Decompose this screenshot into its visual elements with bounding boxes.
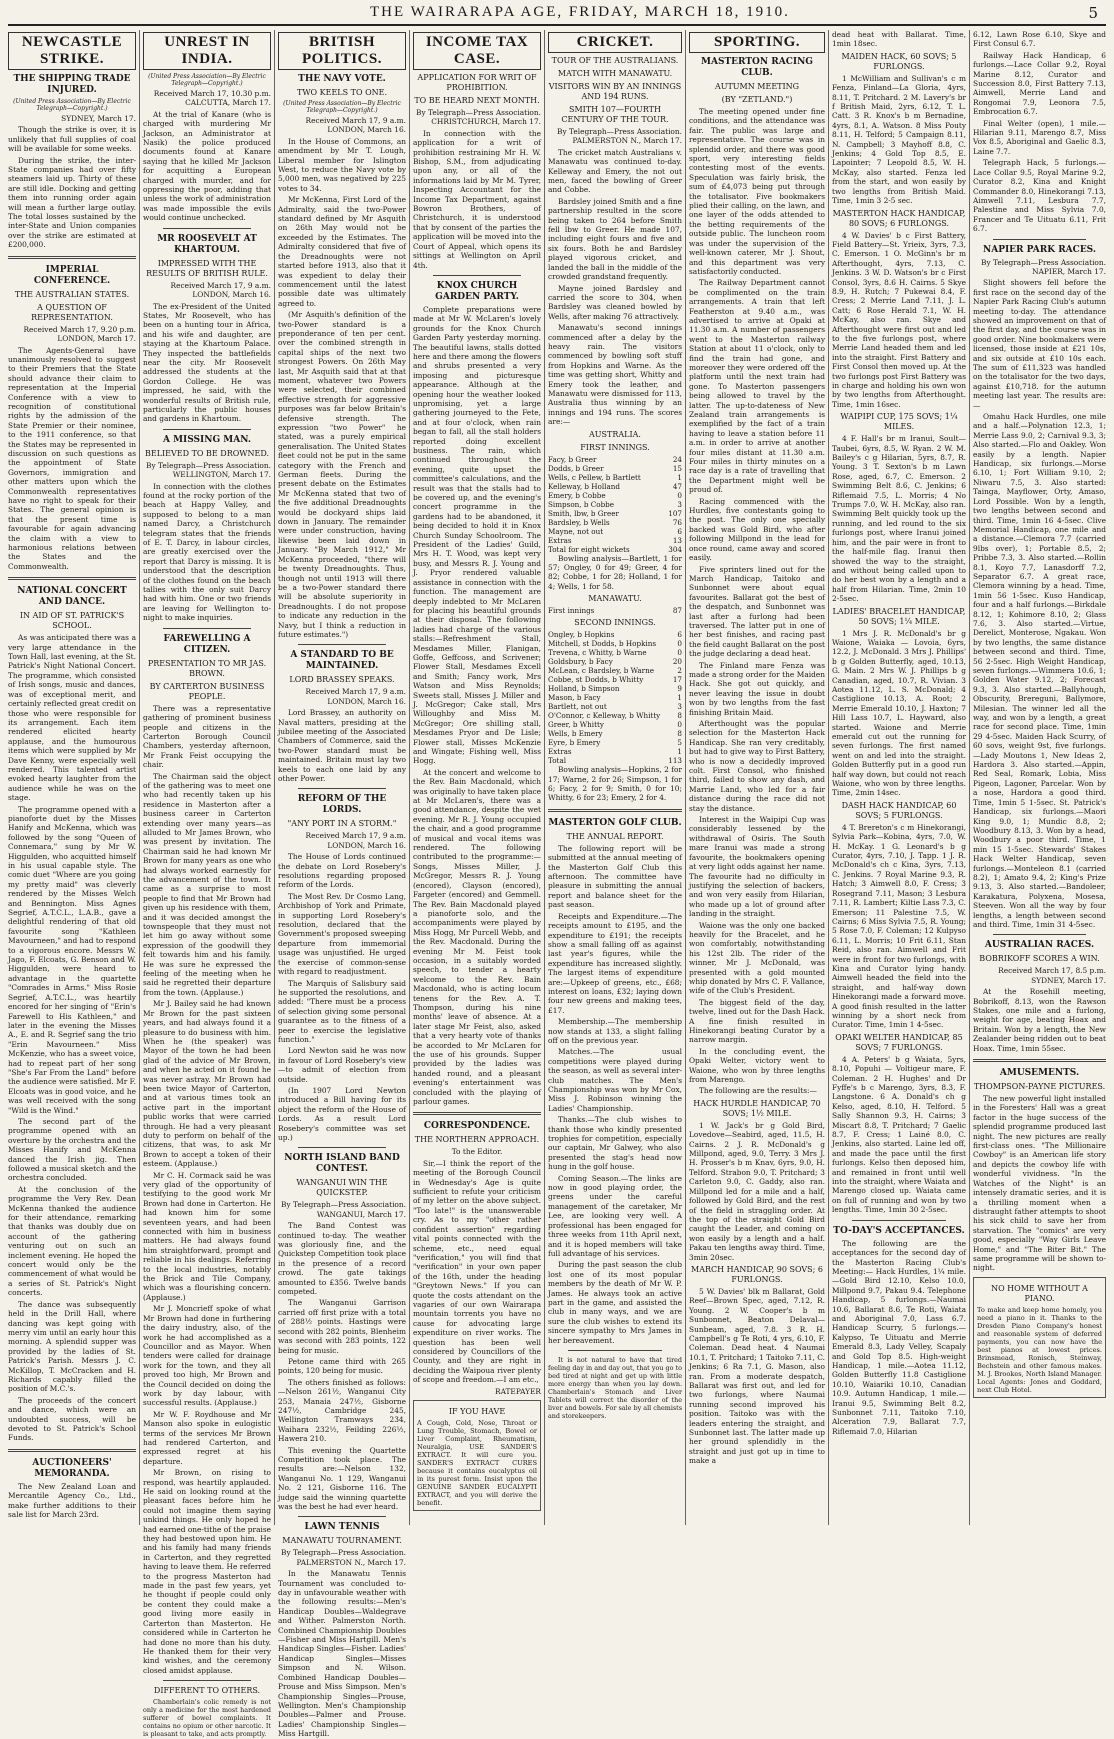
score-row: [548, 455, 682, 464]
runs: 76: [672, 517, 682, 527]
paragraph: Lord Newton said he was now in favour of Lord Rosebery's view—to admit of election from outside.: [278, 1046, 406, 1084]
paragraph: Mr McKenna, First Lord of the Admiralty, said the two-Power standard defined by Mr Asquith on 26th May would not be exceeded by the Estimates. The Admiralty considered that five of the Dreadnoughts were not started before 1913, also that it was expedient to delay their commencement until the latest possible date was ultimately agreed to.: [278, 195, 406, 308]
headline-correspondence: CORRESPONDENCE.: [423, 1121, 531, 1132]
paragraph: dead heat with Ballarat. Time, 1min 18sec.: [832, 30, 966, 49]
paragraph: Sir,—I think the report of the meeting of the Borough Council in Wednesday's Age is quite sufficient to refute your criticism of my letter on the above subject. "Too late!" is the unanswerable cry. As to my "other rather confident assertion" regarding vital points connected with the scheme, etc., need equal "verification," you will find that "verification" in your own paper of the 16th, under the heading "Greytown News." If you can quote the costs attendant on the vagaries of our own Wairarapa mountain torrents you have no cause for advocating large expenditure on river works. The question has been well considered by Councillors of the County, and they are right in deciding the Waipoua river plenty of scope and freedom.—I am etc.,: [413, 1158, 541, 1385]
dateline: By Telegraph—Press Association. CHRISTCHURCH, March 17.: [416, 108, 541, 127]
bowling-analysis: Bowling analysis—Hopkins, 2 for 17; Warne, 2 for 26; Simpson, 1 for 6; Facy, 2 for 9; Smith, 0 for 10; Whitty, 6 for 23; Emery, 2 for 4.: [548, 765, 682, 803]
wire-credit: (United Press Association—By Electric Telegraph—Copyright.): [13, 98, 131, 112]
divider: [548, 809, 682, 812]
column-rule: [685, 30, 686, 1525]
dateline: By Telegraph—Press Association. WELLINGTON, March 17.: [146, 460, 271, 480]
score-row: [548, 711, 682, 720]
paragraph: At the trial of Kanare (who is charged with murdering Mr Jackson, an Administrator at Nasik) the police produced documents found at Kanare saying that he killed Mr Jackson for acquitting a European charged with murder, and for oppressing the poor, adding that unless the work of administration was made impossible the evils would continue unchecked.: [143, 109, 271, 223]
batsman: Ongley, b Hopkins: [548, 630, 615, 640]
paragraph: The cricket match Australians v. Manawatu was continued to-day. Kelleway and Emery, the not out men, faced the bowling of Greer and Cobbe.: [548, 147, 682, 195]
paragraph: The Chairman said the object of the gathering was to meet one who had recently taken up his residence in Masterton after a business career in Carterton extending over many years—as alluded to Mr James Brown, who was present by invitation. The Chairman said he had known Mr Brown for many years as one who had always worked earnestly for the advancement of the town. It came as a surprise to most people to find that Mr Brown had given up his residence with them, and it was decided amongst the townspeople that they must not let him go away without some expression of the goodwill they felt towards him and his family. He was sure he expressed the feeling of the meeting when he said he regretted their departure from the town. (Applause.): [143, 771, 271, 997]
batsman: Emery, b Cobbe: [548, 490, 606, 500]
paragraph: During the past season the club lost one of its most popular members by the death of Mr W. P. James. He always took an active part in the game, and assisted the club in many ways, and we are sure the club wishes to extend its sincere sympathy to Mrs James in her bereavement.: [548, 1260, 682, 1345]
paragraph: The following report will be submitted at the annual meeting of the Masterton Golf Club this afternoon. The committee have pleasure in submitting the annual report and balance sheet for the past season.: [548, 843, 682, 910]
batsman: Dodds, b Greer: [548, 463, 604, 473]
headline-australian-races: AUSTRALIAN RACES.: [984, 940, 1095, 951]
scorecard-first-innings: [548, 606, 682, 615]
paragraph: The Marquis of Salisbury said he supported the resolutions, and added: "There must be a process of selection giving some personal guarantee as to the fitness of a peer to exercise the legislative function.": [278, 978, 406, 1044]
paragraph: The new powerful light installed in the Foresters' Hall was a great factor in the huge success of the splendid programme produced last night. The new pictures are really first-class ones. "The Millionaire Cowboy" is an American life story and depicts the cowboy life with wonderful vividness. "In the Watches of the Night" is an intensely dramatic series, and it is a thrilling moment when a distraught father attempts to shoot his sick child to save her from starvation. The "comics" are very good, especially "Way Girls Leave Home," and "The Biter Bit." The same programme will be shown to-night.: [973, 1094, 1106, 1273]
divider: [973, 1059, 1106, 1062]
score-row: [548, 527, 682, 536]
runs: 3: [677, 702, 682, 712]
total-value: 304: [668, 544, 682, 554]
page-number: 5: [1088, 4, 1098, 22]
paragraph: Racing commenced with the Hurdles, five contestants going to the post. The only one specially backed was Gold Bird, who after following Millpond in the lead for once round, came away and scored easily.: [689, 496, 825, 563]
paragraph: Petone came third with 265 points, 120 being for music.: [278, 1356, 406, 1376]
advertisement: It is not natural to have that tired feeling day in and day out, that you go to bed tired at night and get up with little more energy than when you lay down. Chamberlain's Stomach and Liver Tablets will correct the disorder of the liver and bowels. For sale by all chemists and storekeepers.: [548, 1355, 682, 1420]
runs: 15: [672, 463, 682, 473]
race-heading: MAIDEN HACK, 60 SOVS; 5 FURLONGS.: [841, 51, 957, 71]
paragraph: At the concert and welcome to the Rev. Bain Macdonald, which was originally to have taken place at Mr McLaren's, there was a good attendance, despite the wet evening. Mr R. J. Young occupied the chair, and a good programme of musical and vocal items was rendered. The following contributed to the programme:—Songs, Misses Miller, J. McGregor, Messrs R. J. Young (encored), Clayson (encored), Fargeter (encored) and Gemmell. The Rev. Bain Macdonald played a pianoforte solo, and the accompaniments were played by Miss Hogg, Mr Purcell Webb, and the Rev. Macdonald. During the evening Mr M. Feist took occasion, in a suitably worded speech, to tender a hearty welcome to the Rev. Bain Macdonald, who is acting locum tenens for the Rev. A. T. Thompson, during his nine months' leave of absence. At a later stage Mr Feist, also, asked that a very hearty vote of thanks be accorded to Mr McLaren for the use of his grounds. Supper provided by the ladies was handed round, and a pleasant evening's entertainment was concluded with the playing of parlour games.: [413, 767, 541, 1107]
headline-roosevelt: MR ROOSEVELT AT KHARTOUM.: [157, 233, 257, 255]
advertisement-sanders: [413, 1400, 541, 1511]
subhead: WANGANUI WIN THE QUICKSTEP.: [296, 1178, 388, 1198]
dateline: Received March 17, 9.20 p.m. LONDON, March 17.: [23, 324, 136, 344]
paragraph: Interest in the Waipipi Cup was considerably lessened by the withdrawal of Osiris. The South mare Iranui was made a strong favourite, the bookmakers opening at very light odds against her name. The favourite had no difficulty in justifying the selection of backers, and won very easily from Hilarian, who made up a lot of ground after landing in the straight.: [689, 815, 825, 919]
scorecard-manawatu: [548, 630, 682, 756]
wire-credit: (United Press Association—By Electric Telegraph—Copyright.): [148, 73, 266, 87]
runs: 13: [672, 535, 682, 545]
runs: 0: [677, 720, 682, 730]
paragraph: Membership.—The membership now stands at 133, a slight falling off on the previous year.: [548, 1017, 682, 1045]
runs: 6: [677, 526, 682, 536]
paragraph: The following are the results:—: [699, 1086, 817, 1096]
paragraph: The Wanganui Garrison carried off first prize with a total of 288½ points. Hastings were second with 282 points, Blenheim was second with 283 points, 122 being for music.: [278, 1298, 406, 1355]
subhead: THE ANNUAL REPORT.: [566, 831, 664, 841]
paragraph: At the conclusion of the programme the Very Rev. Dean McKenna thanked the audience for their attendance, remarking that thanks was doubly due on account of the gathering venturing out on such an inclement evening. He hoped the concert would only be the commencement of what would be a series of St. Patrick's Night concerts.: [8, 1184, 136, 1298]
runs: 6: [677, 630, 682, 640]
divider: [298, 788, 386, 789]
column-1: [8, 30, 136, 1525]
paragraph: Mr J. Moncrieff spoke of what Mr Brown had done in furthering the dairy industry, also, of the work he had accomplished as a Councillor and as Mayor. When tenders were called for drainage work for the town, and they all proved too high, Mr Brown and the Council decided on doing the work by day labour, with successful results. (Applause.): [143, 1304, 271, 1408]
paragraph: Waione was the only one backed heavily for the Bracelet, and he won comfortably, notwithstanding his 12st 2lb. The rider of the winner, Mr J. McDonald, was presented with a gold mounted whip donated by Mrs C. F. Vallance, wife of the Club's President.: [689, 920, 825, 996]
batsman: Facy, b Greer: [548, 454, 597, 464]
score-row: [548, 536, 682, 545]
ad-heading: DIFFERENT TO OTHERS.: [153, 1686, 261, 1696]
batsman: Greer, b Whitty: [548, 720, 604, 730]
scorecard-total: [548, 545, 682, 554]
column-7: [832, 30, 966, 1525]
runs: 1: [677, 693, 682, 703]
team-heading: AUSTRALIA.: [589, 429, 641, 439]
paragraph: In the House of Commons, an amendment by Mr T. Lough, Liberal member for Islington West, to reduce the Navy vote by 5,000 men, was negatived by 225 votes to 34.: [278, 136, 406, 193]
paragraph: The ex-President of the United States, Mr Roosevelt, who has been on a hunting tour in Africa, and his wife and daughter, are staying at the Khartoum Palace. They inspected the battlefields near the city. Mr Roosevelt addressed the students at the Gordon College. He was impressed, he said, with the wonderful results of British rule, particularly the public houses and gardens in Khartoum.: [143, 301, 271, 424]
innings-value: 87: [672, 606, 682, 616]
headline-standard: A STANDARD TO BE MAINTAINED.: [290, 650, 394, 672]
divider: [163, 429, 251, 430]
subhead: THOMPSON-PAYNE PICTURES.: [973, 1082, 1106, 1092]
race-heading: DASH HACK HANDICAP, 60 SOVS; 5 FURLONGS.: [841, 800, 957, 820]
paragraph: The Agents-General have unanimously resolved to suggest to their Premiers that the State should advance their claim to representation at the Imperial Conference with a view to recognition of constitutional rights by the admission of the State Premier or their nominee, to the 1911 conference, so that the States may be represented in discussion on such questions as the appointment of State Governors, immigration and other matters upon which the Commonwealth representatives have no right to speak for their States. The general opinion is that the present time is favourable for again advancing the claim with a view to harmonious relations between the States and the Commonwealth.: [8, 345, 136, 571]
batsman: Bartlett, not out: [548, 702, 607, 712]
subhead: MANAWATU TOURNAMENT.: [282, 1536, 402, 1546]
subhead: A QUESTION OF REPRESENTATION.: [31, 302, 113, 322]
divider: [993, 934, 1086, 935]
headline-farewell: FAREWELLING A CITIZEN.: [163, 633, 251, 655]
column-rule: [828, 30, 829, 1525]
runs: 0: [677, 490, 682, 500]
headline-income-tax: INCOME TAX CASE.: [413, 32, 541, 70]
advertisement: Chamberlain's colic remedy is not only a medicine for the most hardened sufferer of bowel complaints. It contains no opium or other narcotic. It is pleasant to take, and acts promptly.: [143, 1698, 271, 1739]
total-label: Total for eight wickets: [548, 544, 630, 554]
paragraph: Bardsley joined Smith and a fine partnership resulted in the score being taken to 264 before Smith fell lbw to Greer. He made 107, including eight fours and five and six fours. Both he and Bardsley played vigorous cricket, and landed the ball in the middle of the crowded grandstand frequently.: [548, 196, 682, 282]
score-row: [548, 738, 682, 747]
batsman: Mayne, not out: [548, 526, 604, 536]
ad-heading: IF YOU HAVE: [448, 1407, 506, 1416]
divider: [852, 1220, 946, 1221]
paragraph: This evening the Quartette Competition took place. The results are:—Nelson 132, Wanganui No. 1 129, Wanganui No. 2 121, Gisborne 116. The judge said the winning quartette was the best he had ever heard.: [278, 1445, 406, 1511]
race-result: 4 T. Brereton's c m Hinekorangi, Sylvia Park—Kobina, 4yrs, 7.0, W. H. McKay. 1 G. Leonard's b g Curator, 4yrs, 7.10, J. Tapp. 1 J. R. McDonald's ch c Kina, 3yrs, 7.13, C. Jenkins. 7 Royal Marine 9.3, R. Hatch; 3 Aimwell 8.0, F. Cress; 3 Rosegrand 7.11, Mason; 3 Lesbura 7.11, R. Lambert; Kiltie Lass 7.3, C. Emerson; 11 Palestine 7.5, W. Cairns; 6 Miss Sylvia 7.5, R. Young; 5 Rose 7.0, F. Coleman; 12 Kulpyso 6.11, L. Morris; 10 Frit 6.11, Stan Reid, also ran. Aimwell and Frit were in front for two furlongs, with Kina and Curator lying handy. Aimwell headed the field into the straight, and half-way down Hinekorangi made a forward move. A good finish resulted in the latter winning by a short neck from Curator. Time, 1min 1 4-5sec.: [832, 822, 966, 1030]
subhead: BOBRIKOFF SCORES A WIN.: [979, 954, 1100, 964]
paragraph: Telegraph Hack, 5 furlongs.—Lace Collar 9.5, Royal Marine 9.2, Curator 8.2, Kina and Knight Commander 8.0, Hinekorangi 7.13, Aimwell 7.11, Lesbura 7.7, Palestine and Miss Sylvia 7.0, Francer and Te Uituatu 6.11, Frit 6.7.: [973, 158, 1106, 234]
batsman: Simpson, b Cobbe: [548, 499, 615, 509]
wire-credit: (United Press Association—By Electric Telegraph—Copyright.): [283, 100, 401, 114]
batsman: Mason, b Facy: [548, 693, 601, 703]
batsman: Holland, b Simpson: [548, 684, 620, 694]
race-result: 4 F. Hall's br m Iranui, Soult—Taubei, 6yrs, 8.5, W. Ryan. 2 W. M. Bailey's c g Hilarian, 5yrs, 8.7, R. Young. 3 T. Sexton's b m Lawn Rose, aged, 6.7, C. Emerson. 2 Swimming Belt 8.6, C. Jenkins; 6 Riflemaid 7.5, L. Morris; 4 No Trumps 7.0, W. H. McKay, also ran. Swimming Belt quickly took up the running, and led round to the six furlongs post, where Iranui joined him, and the pair were in front to the half-mile flag. Iranui then showed the way to the straight, and without being called upon to do her best won by a length and a half from Hilarian. Time, 2min 10 2-5sec.: [832, 434, 966, 604]
column-rule: [544, 30, 545, 1525]
divider: [298, 644, 386, 645]
runs: 3: [677, 499, 682, 509]
dateline: SYDNEY, March 17.: [61, 114, 136, 123]
paragraph: Coming Season.—The links are now in good playing order, the greens under the careful management of the caretaker, Mr Lee, are looking very well. A professional has been engaged for three weeks from 11th April next, and it is hoped members will take full advantage of his services.: [548, 1173, 682, 1258]
score-row: [548, 509, 682, 518]
paragraph: The proceeds of the concert and dance, which were an undoubted success, will be devoted to St. Patrick's School Funds.: [8, 1395, 136, 1443]
paragraph: Railway Hack Handicap, 6 furlongs.—Lace Collar 9.2, Royal Marine 8.12, Curator and Succession 8.0, First Battery 7.13, Aimwell, Merrie Land and Rongomai 7.9, Leonora 7.5, Embrocation 6.7.: [973, 50, 1106, 117]
runs: 24: [672, 454, 682, 464]
race-result: 4 W. Davies' b c First Battery, Field Battery—St. Yrieix, 3yrs, 7.3, C. Emerson. 1 O. McGinn's br m Afterthought, 4yrs, 7.13, C. Jenkins. 3 W. D. Watson's br c First Consol, 3yrs, 8.6 H. Cairns. 5 Skye 8.9, H. Rutch; 7 Pukewai 8.4, F. Cress; 2 Merrie Land 7.11, J. L. Catt; 6 Rose Herald 7.1, W. H. McKay, also ran. Skye and Afterthought were first out and led to the five furlongs post, where Merrie Land headed them and led into the straight. First Battery and First Consol then moved up. At the two furlongs post First Battery was in charge and holding his own won by two lengths from Afterthought. Time, 1min 16sec.: [832, 230, 966, 409]
column-4: [413, 30, 541, 1525]
runs: 1: [677, 747, 682, 757]
race-heading: MASTERTON HACK HANDICAP, 80 SOVS; 6 FURLONGS.: [832, 208, 966, 228]
subhead: TO BE HEARD NEXT MONTH.: [414, 96, 540, 105]
batsman: Smith, lbw, b Greer: [548, 508, 619, 518]
paragraph: Mr J. Bailey said he had known Mr Brown for the past sixteen years, and had always found it a pleasure to do business with him. When he (the speaker) was Mayor of the town he had been glad of the advice of Mr Brown, and when he acted on it found he was never astray. Mr Brown had been twice Mayor of Carterton, and at various times took an active part in the important public works that were carried through. He had a very pleasant duty to perform on behalf of the citizens, that was, to ask Mr Brown to accept a token of their esteem. (Applause.): [143, 999, 271, 1169]
score-row: [548, 464, 682, 473]
score-row: [548, 702, 682, 711]
ad-text: A Cough, Cold, Nose, Throat or Lung Trouble, Stomach, Bowel or Liver Complaint, Rheumatism, Neuralgia, USE SANDER'S EXTRACT. It will cure you. SANDER'S EXTRACT CURES because it contains eucalyptus oil in its purest form. Insist upon the GENUINE SANDER EUCALYPTI EXTRACT, and you will derive the benefit.: [417, 1419, 537, 1507]
paragraph: The programme opened with a pianoforte duet by the Misses Hanify and McKenna, which was followed by the song "Queen of Connemara," sung by Mr W. Higgulden, who acquitted himself in his usual capable style. The comic duet "Where are you going my pretty maid" was cleverly rendered by the Misses Welch and Bennington. Miss Agnes Segrief, A.T.C.L., L.A.B., gave a delightful rendering of that old favourite song "Kathleen Mavourneen," and had to respond to a vigorous encore. Messrs W. Jago, F. Elcoats, G. Benson and W. Higgulden, were heard to advantage in the quartette "Comrades in Arms." Miss Rosie Segrief, A.T.C.L., was heartily encored for her singing of "Erin's Farewell to His Kathleen," and later in the evening the Misses A., E. and R. Segrief sang the trio "Erin Mavourneen." Miss McKenzie, who has a sweet voice, had to repeat part of her song "She's Far From the Land" before the audience were satisfied. Mr F. Elcoats was in good voice, and he was well received with the song "Wild is the Wind.": [8, 804, 136, 1115]
subhead: THE NAVY VOTE.: [298, 74, 386, 84]
advertisement-piano: [973, 1277, 1106, 1398]
headline-band-contest: NORTH ISLAND BAND CONTEST.: [284, 1153, 400, 1175]
batsman: O'Connor, c Kelleway, b Whitty: [548, 711, 661, 721]
paragraph: There was a representative gathering of prominent business people and citizens in the Carterton Borough Council Chambers, yesterday afternoon, Mr Frank Feist occupying the chair.: [143, 703, 271, 770]
divider: [8, 256, 136, 259]
paragraph: As was anticipated there was a very large attendance in the Town Hall, last evening, at the St. Patrick's Night National Concert. The programme, which consisted of Irish songs, music and dances, was of exceptional merit, and certainly reflected great credit on those who were responsible for its arrangement. Each item rendered elicited hearty applause, and the humourous items which were supplied by Mr Dave Kenny, were especially well rendered. This talented artist evoked hearty laughter from the audience while he was on the stage.: [8, 633, 136, 803]
divider: [298, 1147, 386, 1148]
column-rule: [274, 30, 275, 1525]
score-row: [548, 675, 682, 684]
score-row: [548, 482, 682, 491]
runs: 20: [672, 657, 682, 667]
runs: 2: [677, 666, 682, 676]
race-heading: HACK HURDLE HANDICAP, 70 SOVS; 1½ MILE.: [693, 1098, 821, 1118]
headline-auctioneers: AUCTIONEERS' MEMORANDA.: [32, 1457, 112, 1479]
batsman: Goldsbury, b Facy: [548, 657, 613, 667]
column-rule: [969, 30, 970, 1525]
runs: 9: [677, 684, 682, 694]
score-row: [548, 693, 682, 702]
score-row: [548, 720, 682, 729]
divider: [298, 1516, 386, 1517]
column-rule: [409, 30, 410, 1525]
headline-missing-man: A MISSING MAN.: [162, 434, 252, 445]
divider: [433, 275, 521, 276]
batsman: Extras: [548, 535, 572, 545]
batsman: Eyre, b Emery: [548, 738, 601, 748]
runs: 17: [672, 675, 682, 685]
subhead: IMPRESSED WITH THE RESULTS OF BRITISH RULE.: [146, 258, 268, 278]
score-row: [548, 684, 682, 693]
dateline: By Telegraph—Press Association. PALMERSTON N., March 17.: [557, 127, 682, 146]
score-row: [548, 747, 682, 756]
subhead: THE SHIPPING TRADE INJURED.: [13, 74, 131, 95]
column-5: [548, 30, 682, 1525]
subhead: MASTERTON RACING CLUB.: [701, 57, 813, 78]
score-row: [548, 657, 682, 666]
paragraph: The others finished as follows:—Nelson 261½, Wanganui City 253, Manaia 247½, Gisborne 247½, Cambridge 245, Wellington Tramways 234, Waihara 232½, Feilding 226½, Hawera 210.: [278, 1377, 406, 1444]
score-row: [548, 518, 682, 527]
divider: [163, 628, 251, 629]
headline-amusements: AMUSEMENTS.: [999, 1068, 1080, 1079]
headline-sporting: SPORTING.: [689, 32, 825, 53]
ad-text: To make and keep home homely, you need a piano in it. Thanks to the Dresden Piano Company's honest and reasonable system of deferred payments, you can now have the best pianos at lowest prices. Brinsmead, Ronisch, Steinway, Bechstein and other famous makes. M. J. Brookes, North Island Manager. Local Agents: Jones and Goddard, next Club Hotel.: [977, 1305, 1102, 1394]
total-label: Total: [548, 756, 567, 766]
race-heading: MARCH HANDICAP, 90 SOVS; 6 FURLONGS.: [691, 1264, 823, 1284]
headline-napier-races: NAPIER PARK RACES.: [983, 244, 1096, 255]
divider: [413, 1112, 541, 1115]
subhead: PRESENTATION TO MR JAS. BROWN.: [147, 658, 267, 678]
race-result: 5 W. Davies' blk m Ballarat, Gold Reef—Brown Spec, aged, 7.12, R. Young. 2 W. Cooper's b m Sunbonnet, Beaton Delaval—Sunbeam, aged, 7.8. 3 R. H. Campbell's g Te Roti, 4 yrs, 6.10, F. Coleman. Dead heat. 4 Naumai 10.1, T. Pritchard; 1 Taitoko 7.11, C. Jenkins; 6 Ra 7.1, G. Mason, also ran. From a moderate despatch, Ballarat was first out, and led for two furlongs, where Naumai running second improved his position. Taitoko was with the leaders entering the straight, and Sunbonnet last. The latter made up her ground splendidly in the straight and just got up in time to make a: [689, 1286, 825, 1466]
batsman: Kelleway, b Holland: [548, 481, 620, 491]
runs: 1: [677, 472, 682, 482]
paragraph: At the Rosehill meeting, Bobrikoff, 8.13, won the Rawson Stakes, one mile and a furlong, weight for age, beating Hoax and Britain. Won by a length, the New Zealander being ridden out to beat Hoax. Time, 1min 55sec.: [973, 987, 1106, 1053]
paragraph: The Finland mare Fenza was made a strong order for the Maiden Hack. She got out quickly, and never leaving the issue in doubt won by two lengths from the fast finishing Britain Maid.: [689, 660, 825, 717]
subhead: THE NORTHERN APPROACH.: [414, 1135, 540, 1145]
paragraph: The Most Rev. Dr Cosmo Lang, Archbishop of York and Primate, in supporting Lord Rosebery's resolution, declared that the Government's proposed sweeping departure from immemorial usage was unjustified. He urged the exercise of common-sense with regard to readjustment.: [278, 891, 406, 977]
column-3: [278, 30, 406, 1739]
paragraph: Though the strike is over, it is unlikely that full supplies of coal will be available for some weeks.: [8, 125, 136, 154]
signature: RATEPAYER: [495, 1386, 541, 1396]
paragraph: The New Zealand Loan and Mercantile Agency Co., Ltd., make further additions to their sale list for March 23rd.: [8, 1481, 136, 1519]
paragraph: Slight showers fell before the first race on the second day of the Napier Park Racing Club's autumn meeting to-day. The attendance showed an improvement on that of the first day, and the course was in good order. Nine bookmakers were licensed, those inside at £21 10s, and six outside at £10 10s each. The sum of £11,323 was handled on the totalisator for the two days, against £10,718. for the autumn meeting last year. The results are:—: [973, 278, 1106, 410]
divider: [163, 1680, 251, 1681]
innings-heading: SECOND INNINGS.: [574, 618, 656, 628]
score-row: [548, 500, 682, 509]
subhead: IN AID OF ST. PATRICK'S SCHOOL.: [19, 611, 125, 631]
column-2: [143, 30, 271, 1739]
runs: 0: [677, 648, 682, 658]
paragraph: The meeting opened under fine conditions, and the attendance was fair. The public was large and representative. The course was in splendid order, and there was good sport, very interesting fields contesting most of the events. Speculation was fairly brisk, the sum of £4,073 being put through the totalisator. Five bookmakers plied their calling, on the lawn, and one layer of the odds attended to the betting requirements of the outside public. The luncheon room was under the supervision of the well-known caterer, Mr J. Shout, and this department was very satisfactorily conducted.: [689, 107, 825, 276]
headline-garden-party: KNOX CHURCH GARDEN PARTY.: [435, 280, 519, 302]
dateline: By Telegraph—Press Association. WANGANUI, March 17.: [281, 1200, 406, 1219]
subhead: BELIEVED TO BE DROWNED.: [144, 448, 270, 458]
bowling-analysis: Bowling analysis—Bartlett, 1 for 57; Ongley, 0 for 49; Greer, 4 for 82; Cobbe, 1 for 28; Holland, 1 for 4; Wells, 1 for 58.: [548, 553, 682, 591]
scorecard-australia: [548, 455, 682, 545]
innings-label: First innings: [548, 606, 595, 616]
column-rule: [139, 30, 140, 1525]
subhead: (BY "ZETLAND."): [721, 95, 793, 104]
paragraph: Final Welter (open), 1 mile.—Hilarian 9.11, Marengo 8.7, Miss Vox 8.5, Aboriginal and Gaelic 8.3, Laine 7.7.: [973, 118, 1106, 156]
paragraph: Mr C. H. Cormack said he was very glad of the opportunity of testifying to the good work Mr Brown had done in Carterton. He had known him for some seventeen years, and had been connected with him in business matters. He had always found him straightforward, prompt and reliable in his dealings. Referring to the local industries, notably the Brick and Tile Company, which was a flourishing concern. (Applause.): [143, 1170, 271, 1302]
team-heading: MANAWATU.: [588, 594, 642, 604]
headline-golf-club: MASTERTON GOLF CLUB.: [548, 817, 682, 828]
subhead: TOUR OF THE AUSTRALIANS.: [551, 56, 679, 65]
score-row: [548, 639, 682, 648]
batsman: Cobbe, st Dodds, b Whitty: [548, 675, 644, 685]
subhead: BY CARTERTON BUSINESS PEOPLE.: [149, 681, 265, 701]
salutation: To the Editor.: [451, 1147, 503, 1157]
headline-cricket: CRICKET.: [548, 32, 682, 53]
dateline: Received March 17, 10.30 p.m. CALCUTTA, March 17.: [153, 89, 271, 108]
runs: 0: [677, 639, 682, 649]
paragraph: 6.12, Lawn Rose 6.10, Skye and First Consul 6.7.: [973, 30, 1106, 49]
batsman: Wells, b Emery: [548, 729, 603, 739]
paragraph: Receipts and Expenditure.—The receipts amount to £195, and the expenditure to £191; the receipts show a small falling off as against last year's figures, while the expenditure has increased slightly. The largest items of expenditure are:—Upkeep of greens, etc., £68; interest on loans, £32; laying down four new greens and making tees, £17.: [548, 911, 682, 1015]
runs: 107: [668, 508, 682, 518]
divider: [993, 239, 1086, 240]
batsman: Bardsley, b Wells: [548, 517, 610, 527]
paragraph: (In 1907 Lord Newton introduced a Bill having for its object the reform of the House of Lords. As a result Lord Rosebery's committee was set up.): [278, 1085, 406, 1142]
paragraph: Mayne joined Bardsley and carried the score to 304, when Bardsley was cleaned bowled by Wells, after making 76 attractively.: [548, 283, 682, 321]
dateline: Received March 17, 8.5 p.m. SYDNEY, March 17.: [998, 966, 1106, 985]
batsman: Mitchell, st Dodds, b Hopkins: [548, 639, 657, 649]
headline-unrest-india: UNREST IN INDIA.: [143, 32, 271, 70]
subhead: LORD BRASSEY SPEAKS.: [289, 675, 395, 685]
paragraph: (Mr Asquith's definition of the two-Power standard is a preponderance of ten per cent. over the combined strength in capital ships of the next two strongest Powers. On 26th May last, Mr Asquith said that at that moment, whatever two Powers were selected, their combined effective strength for aggressive purposes was far below Britain's defensive strength. The expression "two Power" he stated, was a purely empirical generalisation. The United States fleet could not be put in the same category with the French and German fleets. During the present debate on the Estimates Mr McKenna stated that two of the five additional Dreadnoughts would be dockyard ships laid down in January. The remainder were under construction, having likewise been laid down in January. "By March 1912," Mr McKenna proceeded, "there will be twenty Dreadnoughts. Thus, though not until 1913 will there be a two-Power standard there will be absolute superiority in Dreadnoughts. I do not propose to indicate any reduction in the Navy, but I think a reduction in future estimates."): [278, 310, 406, 639]
paragraph: The House of Lords continued the debate on Lord Rosebery's resolutions regarding proposed reform of the Lords.: [278, 852, 406, 890]
subhead: VISITORS WIN BY AN INNINGS AND 194 RUNS.: [548, 82, 682, 101]
score-row: [548, 648, 682, 657]
race-result: 1 McWilliam and Sullivan's c m Fenza, Finland—La Gloria, 4yrs, 8.11, T. Pritchard. 2 M. Lavery's br f British Maid, 2yrs, 6.12, T. L. Catt. 3 R. Knox's b m Bernadine, 4yrs, 8.1, A. Watson. 8 Miss Pouty 8.11, H. Telford; 5 Campaign 8.11, N. Campbell; 3 Mayhoff 8.8, C. Jenkins; 4 Gold Top 8.5, E. Lapointer; 7 Leopold 8.5, W. H. McKay, also started. Fenza led from the start, and won easily by two lengths from British Maid. Time, 1min 3 2-5 sec.: [832, 73, 966, 206]
paragraph: The Railway Department cannot be complimented on the train arrangements. A train that left Featherston at 9.40 a.m., was advertised to arrive at Opaki at 11.30 a.m. A number of passengers went to the Masterton railway Station at about 11 o'clock, only to find the train had gone, and moreover they were ordered off the platform until the next train had gone. To Masterton passengers being allowed to travel by the latter. The up-to-dateness of New Zealand train arrangements is exemplified by the fact of a train having to leave a station before 11 a.m. in order to arrive at another four miles distant at 11.30 a.m. Four miles in thirty minutes on a race day is a rate of travelling that the Department might well be proud of.: [689, 278, 825, 495]
subhead: AUTUMN MEETING: [714, 82, 800, 91]
subhead: APPLICATION FOR WRIT OF PROHIBITION.: [417, 73, 537, 92]
paragraph: In the Manawatu Tennis Tournament was concluded to-day in unfavourable weather with the following results:—Men's Handicap Doubles—Waldegrave and Wither. Palmerston North. Combined Championship Doubles—Fisher and Miss Hartgill. Men's Handicap Singles—Fisher. Ladies' Handicap Singles—Misses Simpson and N. Wilson. Combined Handicap Doubles—Prouse and Miss Simpson. Men's Championship Singles—Prouse, Wellington. Men's Championship Doubles—Palmer and Prouse. Ladies' Championship Singles—Miss Hartgill.: [278, 1569, 406, 1739]
subhead: MATCH WITH MANAWATU.: [557, 69, 673, 78]
paragraph: Mr Brown, on rising to respond, was heartily applauded. He said on looking round at the pleasant faces before him he could not imagine them saying unkind things. He only hoped he had earned one-tithe of the praise they had bestowed upon him. He and his family had many friends in Carterton, and they regretted having to leave them. He referred to the progress Masterton had made in the past few years, yet he thought if people could only be content they could make a good living more easily in Carterton than Masterton. He considered while in Carterton he had done no more than his duty. He thanked them for their very kind wishes, and the ceremony closed amidst applause.: [143, 1468, 271, 1675]
paragraph: In the concluding event, the Opaki Welter, victory went to Waione, who won by three lengths from Marengo.: [689, 1046, 825, 1085]
divider: [8, 1449, 136, 1452]
headline-reform-lords: REFORM OF THE LORDS.: [297, 794, 387, 816]
paragraph: The following are the acceptances for the second day of the Masterton Racing Club's Meeting:— Hack Hurdles, 1¼ mile.—Gold Bird 12.10, Kelso 10.0, Millpond 9.7, Pakau 9.4. Telephone Handicap, 5 furlongs.—Naumai 10.6, Ballarat 8.6, Te Roti, Waiata and Aboriginal 7.0, Lass 6.7. Handicap Scurry, 5 furlongs.—Kalypso, Te Uituatu and Merrie Emerald 8.3, Lady Velley, Scapaly and Gold Top 8.5. High-weight Handicap, 1 mile.—Aotea 11.12, Golden Butterfly 11.8 Castiglione 10.10, Waiariki 10.10, Canadian 10.9. Autumn Handicap, 1 mile.—Iranui 9.5, Swimming Belt 8.2, Sunbonnet 7.11, Taitoko 7.10, Alceration 7.9, Ballarat 7.7, Riflemaid 7.0, Hilarian: [832, 1238, 966, 1436]
runs: 47: [672, 481, 682, 491]
score-row: [548, 491, 682, 500]
race-heading: LADIES' BRACELET HANDICAP, 50 SOVS; 1¼ MILE.: [832, 606, 966, 626]
paragraph: Manawatu's second innings commenced after a delay by the heavy rain. The visitors commenced by bowling soft stuff from Hopkins and Warne. As the time was getting short, Whitty and Emery took the leather, and Manawatu were dismissed for 113, Australia thus winning by an innings and 194 runs. The scores are:—: [548, 323, 682, 427]
dateline: Received March 17, 9 a.m. LONDON, March 16.: [305, 831, 406, 850]
score-row: [548, 666, 682, 675]
dateline: By Telegraph—Press Association. PALMERSTON N., March 17.: [281, 1548, 406, 1567]
runs: 8: [677, 711, 682, 721]
dateline: Received March 17, 9 a.m. LONDON, March 16.: [305, 116, 406, 135]
headline-national-concert: NATIONAL CONCERT AND DANCE.: [17, 586, 127, 608]
dateline: By Telegraph—Press Association. NAPIER, March 17.: [981, 257, 1106, 276]
newspaper-title: THE WAIRARAPA AGE, FRIDAY, MARCH 18, 1910.: [370, 4, 790, 20]
paragraph: During the strike, the inter-State companies had over fifty steamers laid up. Thirty of these are still idle. Docking and getting them into running order again will mean a further large outlay. The total losses sustained by the inter-State and Union companies over the strike are estimated at £200,000.: [8, 155, 136, 250]
race-result: Omahu Hack Hurdles, one mile and a half.—Polynation 12.3, 1; Merrie Lass 9.0, 2; Carnival 9.3, 3; Also started.—Flo and Oakley. Won easily by a length. Napier Handicap, six furlongs.—Morse 6.10, 1; Fort William 9.10, 2; Niwaru 7.5, 3. Also started: Tainga, Mayflower, Orty, Amaso, Lord Possible. Won by a length, two lengths between second and third. Time, 1min 16 4-5sec. Clive Memorial Handicap, one mile and a distance.—Clemora 7.7 (carried 9lbs over), 1; Portable 8.5, 2; Pribbe 7.3, 3. Also started.—Rollin 8.1, Koyo 7.7, Lanasdorff 7.2, Separator 6.7. A great race, Clemora winning by a head. Time, 1min 56 1-5sec. Kuso Handicap, four and a half furlongs.—Birkdale 8.12, 1; Kohimore 8.10, 2; Glass 7.6, 3. Also started.—Virtue, Derelict, Monterose, Ngakau. Won by two lengths, the same distance between second and third. Time, 56 2-5sec. High Weight Handicap, seven furlongs.—Wimmera 10.6, 1; Golden Water 9.12, 2; Forecast 9.3, 3. Also started.—Ballyhough, Obscurity, Brereguni, Ballymore, Milesian. The winner led all the way, and won by a length, a great race for second place. Time, 1min 29 4-5sec. Maiden Hack Scurry, of 60 sovs, weight 9st, five furlongs.—Lady Moutons 1, New Ideas 2, Hardora 3. Also started.—Appin, Red Seal, Romark, Lobia, Miss Pigeon, Lagoner, Parcelar. Won by a nose, Hardora a good third. Time, 1min 5 1-5sec. St. Patrick's Handicap, six furlongs.—Maori King 9.0, 1; Mundic 8.8, 2; Woodbury 8.13, 3. Won by a head, Woodbury a poor third. Time, 1 min 15 1-5sec. Stewards' Stakes Hack Welter Handicap, seven furlongs.—Monteleon 8.1 (carried 8.2), 1; Amato 9.4, 2; King's Prize 9.13, 3. Also started.—Bandoleer, Karakatura, Polyxena, Mosesa, Steeven. Won all the way by four lengths, a length between second and third. Time, 1min 31 4-5sec.: [973, 412, 1106, 929]
subhead: THE AUSTRALIAN STATES.: [14, 289, 130, 299]
headline-lawn-tennis: LAWN TENNIS: [304, 1522, 380, 1533]
total-value: 113: [668, 756, 682, 766]
dateline: Received March 17, 9 a.m. LONDON, March 16.: [170, 280, 271, 300]
dateline: Received March 17, 9 a.m. LONDON, March 16.: [305, 687, 406, 706]
divider: [8, 577, 136, 580]
batsman: Trevena, c Whitty, b Warne: [548, 648, 647, 658]
paragraph: Five sprinters lined out for the March Handicap, Taitoko and Sunbonnet were about equal favourites. Ballarat got the best of the despatch, and Sunbonnet was last after a furlong had been traversed. The latter put in one of her best finishes, and racing past the field caught Ballarat on the post the judge declaring a dead heat.: [689, 564, 825, 659]
paragraph: The second part of the programme opened with an overture by the orchestra and the Misses Hanify and McKenna danced the Irish jig. Then followed a musical sketch and the orchestra concluded.: [8, 1116, 136, 1183]
paragraph: The Band Contest was continued to-day. The weather was gloriously fine, and the Quickstep Competition took place in the presence of a record crowd. The gate takings amounted to £356. Twelve bands competed.: [278, 1221, 406, 1297]
column-8: [973, 30, 1106, 1525]
innings-heading: FIRST INNINGS.: [580, 442, 650, 452]
subhead: "ANY PORT IN A STORM.": [287, 819, 397, 829]
paragraph: In connection with the application for a writ of prohibition restraining Mr H. W. Bishop, S.M., from adjudicating upon any, or all of the informations laid by Mr M. Tyrer, Inspecting Accountant for the Income Tax Department, against Bowron Brothers, of Christchurch, it is understood that by consent of the parties the application will be moved into the Court of Appeal, which opens its sittings at Wellington on April 4th.: [413, 128, 541, 270]
score-row: [548, 729, 682, 738]
ad-heading: NO HOME WITHOUT A PIANO.: [991, 1283, 1088, 1303]
paragraph: Complete preparations were made at Mr W. McLaren's lovely grounds for the Knox Church Garden Party yesterday morning. The beautiful lawns, stalls dotted here and there among the flowers and shrubs presented a very imposing and picturesque appearance. Although at the opening hour the weather looked unpromising, yet a large gathering journeyed to the Fete, and at four o'clock, when rain began to fall, all the stall holders reported doing excellent business. The rain, which continued throughout the evening, quite upset the committee's calculations, and the result was that the stalls had to be covered up, and the evening's concert programme in the gardens had to be abandoned, it being decided to hold it in Knox Church Sunday Schoolroom. The President of the Ladies' Guild, Mrs H. T. Wood, was kept very busy, and Messrs R. J. Young and J. Pryor rendered valuable assistance in connection with the function. The management are deeply indebted to Mr McLaren for placing his beautiful grounds at their disposal. The following ladies had charge of the various stalls:—Refreshment Stall, Mesdames Miller, Flanigan, Goffe, Geffcoss, and Scrivener; Flower Stall, Mesdames Excell and Smith; Fancy work, Mrs Watson and Miss Reynolds; Sweets stall, Misses J. Miller and J. McGregor; Cake stall, Mrs Willoughby and Miss M. McGregor; Ore shilling stall, Mesdames Pryor and De Lisle; Flower stall, Misses McKenzie and Wingate; Fishing well, Miss Hogg.: [413, 304, 541, 766]
headline-british-politics: BRITISH POLITICS.: [278, 32, 406, 70]
subhead: SMITH 107—FOURTH CENTURY OF THE TOUR.: [561, 105, 669, 124]
batsman: Wells, c Pellew, b Bartlett: [548, 472, 641, 482]
race-heading: WAIPIPI CUP, 175 SOVS; 1¼ MILES.: [840, 412, 958, 432]
divider: [163, 228, 251, 229]
race-result: 1 W. Jack's br g Gold Bird, Lovedove—Seabird, aged, 11.5, H. Cairns. 2 J. R. McDonald's g Millpond, aged, 9.0, Terry. 3 Mrs J. H. Prosser's b m Knav, 6yrs, 9.0, H. Telford. Strabon 9.0, T. Pritchard; 3 Carleton 9.0, C. Gaddy, also ran. Millpond led for a mile and a half, followed by Gold Bird, and the rest of the field in straggling order. At the top of the straight Gold Bird caught the Leader, and coming on won easily by a length and a half. Pakau ten lengths away third. Time, 3min 20sec.: [689, 1120, 825, 1262]
score-row: [548, 630, 682, 639]
headline-newcastle-strike: NEWCASTLE STRIKE.: [8, 32, 136, 70]
masthead: [0, 0, 1114, 24]
headline-acceptances: TO-DAY'S ACCEPTANCES.: [833, 1225, 965, 1236]
paragraph: Thanks.—The club wishes to thank those who kindly presented trophies for competition, especially our captain, Mr Galwey, who also presented the stag's head now hung in the golf house.: [548, 1115, 682, 1172]
paragraph: The dance was subsequently held in the Drill Hall, where dancing was kept going with merry vim until an early hour this morning. A splendid supper was provided by the ladies of St. Patrick's Parish. Messrs J. C. McKillop, T. McCracken and H. Richards capably filled the position of M.C.'s.: [8, 1299, 136, 1394]
paragraph: Matches.—The usual competitions were played during the season, as well as several inter-club matches. The Men's Championship was won by Mr Cox, Miss J. Robinson winning the Ladies' Championship.: [548, 1047, 682, 1113]
scorecard-total: [548, 756, 682, 765]
headline-imperial-conference: IMPERIAL CONFERENCE.: [33, 264, 111, 286]
score-row: [548, 473, 682, 482]
paragraph: The biggest field of the day, twelve, lined out for the Dash Hack. A fine finish resulted in Hinekorangi beating Curator by a narrow margin.: [689, 997, 825, 1045]
paragraph: Afterthought was the popular selection for the Masterton Hack Handicap. She ran very creditably, but had to give way to First Battery, who is now a decidedly improved colt. First Consol, who finished third, failed to show any dash, and Marrie Land, who led for a fair distance during the race did not stay the distance.: [689, 719, 825, 813]
divider: [568, 1350, 662, 1351]
column-6: [689, 30, 825, 1525]
paragraph: Mr W. F. Roydhouse and Mr Manson also spoke in eulogistic terms of the services Mr Brown had rendered Carterton, and expressed regret at his departure.: [143, 1409, 271, 1466]
runs: 8: [677, 729, 682, 739]
runs: 5: [677, 738, 682, 748]
race-result: 4 A. Peters' b g Waiata, 5yrs, 8.10, Popuhi — Voltigeur mare, F. Coleman. 2 H. Hughes' and Dr Fyffe's b c Marengo, 3yrs, 8.3, F. Langstone. 6 A. Donald's ch g Kelso, aged, 8.10, H. Telford. 5 Sally Shannon 9.3, H. Cairns; 3 Miscart 8.8, T. Pritchard; 7 Gaelic 8.7, F. Cress; 1 Lainé 8.0, C. Jenkins, also started. Laine led off, and made the pace until the first furlongs. Kelso then deposed him, and remained in front until well into the straight, where Waiata and Marengo closed up. Waiata came on full of running and won by two lengths. Time, 1min 30 2-5sec.: [832, 1054, 966, 1215]
race-result: 1 Mrs J. R. McDonald's br g Waione, Waiaka — Lovoia, 6yrs, 12.2, J. McDonald. 3 Mrs J. Phillips' b g Golden Butterfly, aged, 10.13, G. Main. 2 Mrs W. J. Phillips b g Canadian, aged, 10.7, R. Vivian. 3 Aotea 11.12, L. S. McDonald; 4 Castiglione 10.13, A. Root; 2 Merrie Emerald 10.10, J. Haxton; 7 Hill Lass 10.7, L. Hayward, also started. Waione and Merrie emerald cut out the running for seven furlongs. The first named went on and led into the straight. Golden Butterfly put in a good run half way down, but could not reach Waione, who won by three lengths. Time, 2min 14sec.: [832, 628, 966, 798]
batsman: McLean, c Bardsley, b Warne: [548, 666, 654, 676]
batsman: Extras: [548, 747, 572, 757]
paragraph: In connection with the clothes found at the rocky portion of the beach at Happy Valley, and supposed to belong to a man named Darcy, a Christchurch telegram states that the friends of E. T. Darcy, in labour circles, are greatly exercised over the report that Darcy is missing. It is understood that the description of the clothes found on the beach tallies with the only suit Darcy had with him. One or two friends are leaving for Wellington to-night to make inquiries.: [143, 481, 271, 623]
masthead-rule: [8, 24, 1106, 26]
paragraph: Lord Brassey, an authority on Naval matters, presiding at the jubilee meeting of the Associated Chambers of Commerce, said the two-Power standard must be maintained. Britain must lay two keels to each one laid by any other Power.: [278, 708, 406, 783]
race-heading: OPAKI WELTER HANDICAP, 85 SOVS; 7 FURLONGS.: [835, 1032, 963, 1052]
subhead: TWO KEELS TO ONE.: [296, 88, 388, 97]
